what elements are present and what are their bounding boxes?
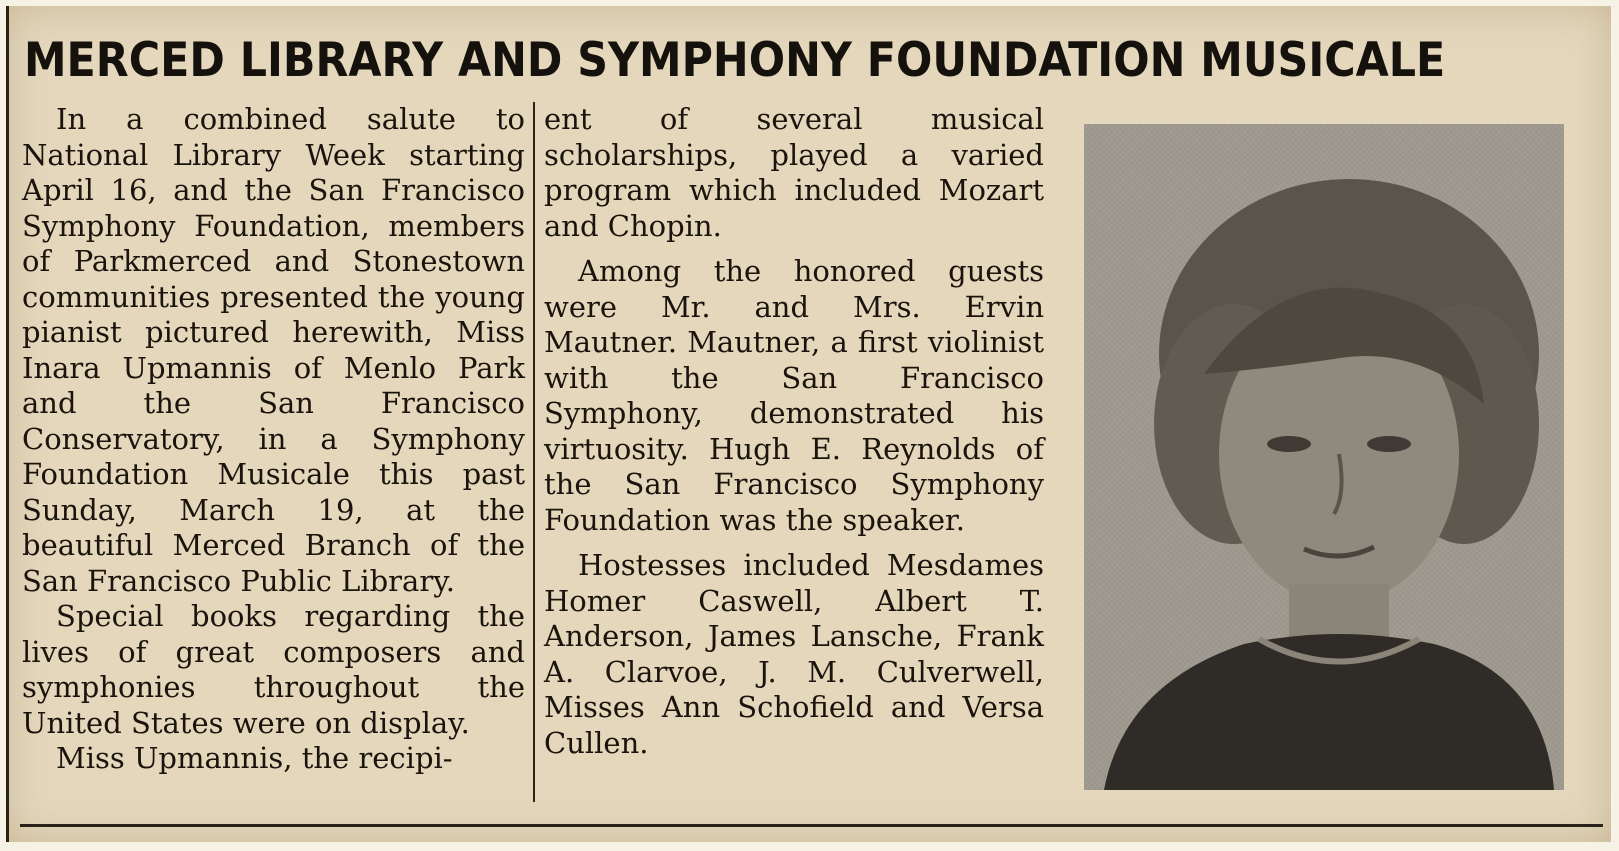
left-rule xyxy=(6,6,9,842)
portrait-photo xyxy=(1084,124,1564,790)
paragraph: In a combined salute to National Library Week starting April 16, and the San Francisco Symphony Foundation, members of Parkmerced and Stonestown communities presented the young pianist pictured herewith, Miss Inara Upmannis of Menlo Park and the San Francisco Conservatory, in a Symphony Foundation Musicale this past Sunday, March 19, at the beautiful Merced Branch of the San Francisco Public Library. xyxy=(22,102,525,598)
article-column-1 xyxy=(22,102,525,777)
newspaper-clipping xyxy=(6,6,1611,842)
paragraph: Among the honored guests were Mr. and Mrs. Ervin Mautner. Mautner, a first violinist with the San Francisco Symphony, demonstrated his virtuosity. Hugh E. Reynolds of the San Francisco Symphony Foundation was the speaker. xyxy=(544,254,1044,537)
bottom-rule xyxy=(20,824,1603,827)
paragraph-continuation: ent of several musical scholarships, played a varied program which included Mozart and Chopin. xyxy=(544,102,1044,243)
paragraph: Miss Upmannis, the recipi- xyxy=(56,741,453,775)
portrait-illustration xyxy=(1084,124,1564,790)
column-divider xyxy=(533,102,535,802)
headline: MERCED LIBRARY AND SYMPHONY FOUNDATION MUSICALE xyxy=(24,33,1446,88)
article-column-2 xyxy=(544,102,1044,761)
paragraph: Special books regarding the lives of great composers and symphonies throughout the United States were on display. xyxy=(22,599,525,740)
paragraph: Hostesses included Mesdames Homer Caswell, Albert T. Anderson, James Lansche, Frank A. Clarvoe, J. M. Culverwell, Misses Ann Schofield and Versa Cullen. xyxy=(544,548,1044,760)
